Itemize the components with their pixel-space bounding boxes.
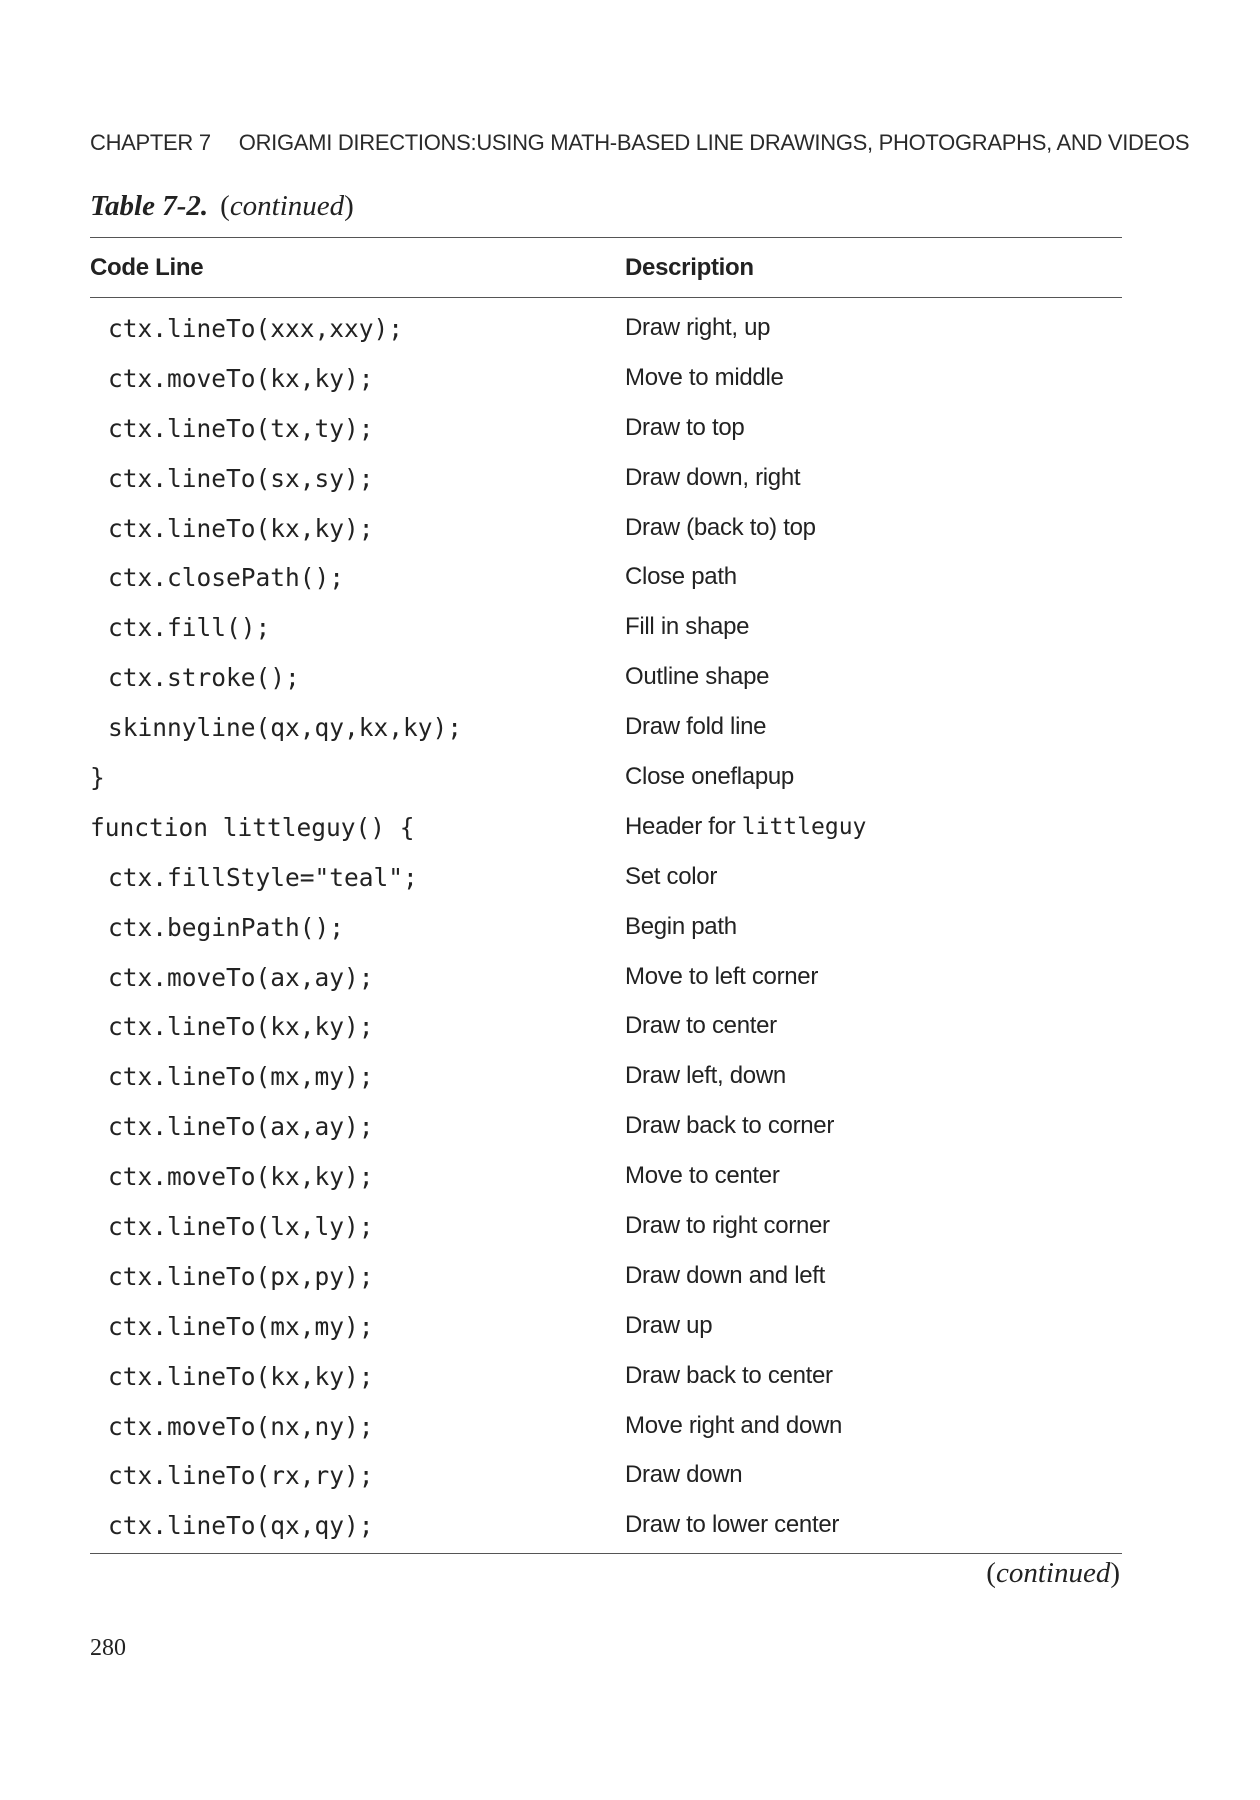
code-line: ctx.lineTo(sx,sy); bbox=[108, 463, 374, 493]
description-text: Draw down, right bbox=[625, 463, 801, 491]
description-cell bbox=[625, 1112, 834, 1140]
description-cell bbox=[625, 613, 749, 641]
description-cell bbox=[625, 1412, 842, 1440]
table-row bbox=[90, 1202, 1122, 1252]
table-body bbox=[90, 304, 1122, 1551]
table-row bbox=[90, 653, 1122, 703]
code-line: ctx.fill(); bbox=[108, 613, 271, 643]
description-text: Close oneflapup bbox=[625, 763, 794, 791]
description-text: Draw right, up bbox=[625, 314, 771, 341]
running-head bbox=[90, 130, 1189, 156]
table-row bbox=[90, 504, 1122, 554]
table-row bbox=[90, 1402, 1122, 1452]
code-line: ctx.lineTo(kx,ky); bbox=[108, 1361, 374, 1391]
table-row bbox=[90, 1302, 1122, 1352]
table-row bbox=[90, 1152, 1122, 1202]
description-text: Draw left, down bbox=[625, 1062, 786, 1090]
code-line: ctx.stroke(); bbox=[108, 663, 300, 693]
description-text: Draw (back to) top bbox=[625, 513, 816, 541]
description-cell bbox=[625, 1212, 830, 1240]
table-row bbox=[90, 953, 1122, 1003]
table-row bbox=[90, 1002, 1122, 1052]
description-text: Draw to top bbox=[625, 413, 745, 441]
table-row bbox=[90, 1052, 1122, 1102]
description-text: Move to middle bbox=[625, 363, 784, 391]
table-row bbox=[90, 1102, 1122, 1152]
code-line: ctx.lineTo(rx,ry); bbox=[108, 1461, 374, 1491]
code-line: ctx.moveTo(ax,ay); bbox=[108, 962, 374, 992]
column-header-description: Description bbox=[625, 254, 754, 281]
table-row bbox=[90, 454, 1122, 504]
code-line: ctx.fillStyle="teal"; bbox=[108, 862, 418, 892]
code-line: ctx.lineTo(qx,qy); bbox=[108, 1511, 374, 1541]
code-line: ctx.lineTo(mx,my); bbox=[108, 1311, 374, 1341]
description-cell bbox=[625, 913, 737, 941]
description-text: Draw back to corner bbox=[625, 1112, 835, 1140]
table-row bbox=[90, 903, 1122, 953]
code-line: } bbox=[90, 763, 105, 793]
caption-paren-close: ) bbox=[344, 190, 354, 222]
page-number: 280 bbox=[90, 1635, 126, 1661]
code-line: ctx.lineTo(lx,ly); bbox=[108, 1212, 374, 1242]
code-line: ctx.moveTo(nx,ny); bbox=[108, 1411, 374, 1441]
description-cell bbox=[625, 314, 770, 342]
table-row bbox=[90, 354, 1122, 404]
table-row bbox=[90, 553, 1122, 603]
description-text: Close path bbox=[625, 563, 737, 591]
table-label: Table 7-2. bbox=[90, 190, 209, 222]
code-line: ctx.lineTo(mx,my); bbox=[108, 1062, 374, 1092]
description-text: Draw back to center bbox=[625, 1361, 833, 1389]
table-row bbox=[90, 853, 1122, 903]
description-text: Move right and down bbox=[625, 1411, 843, 1439]
code-line: function littleguy() { bbox=[90, 812, 415, 842]
code-line: ctx.moveTo(kx,ky); bbox=[108, 1162, 374, 1192]
description-text: Set color bbox=[625, 862, 718, 890]
description-code: littleguy bbox=[741, 813, 867, 840]
code-line: ctx.lineTo(xxx,xxy); bbox=[108, 314, 404, 343]
description-cell bbox=[625, 364, 784, 392]
table-row bbox=[90, 404, 1122, 454]
description-cell bbox=[625, 563, 737, 591]
description-text: Begin path bbox=[625, 912, 737, 940]
description-text: Draw to lower center bbox=[625, 1511, 840, 1539]
description-text: Draw up bbox=[625, 1311, 713, 1339]
code-line: ctx.lineTo(px,py); bbox=[108, 1261, 374, 1291]
table-row bbox=[90, 603, 1122, 653]
continued-paren-open: ( bbox=[986, 1557, 996, 1589]
column-header-code: Code Line bbox=[90, 254, 204, 281]
code-line: skinnyline(qx,qy,kx,ky); bbox=[108, 713, 463, 743]
code-line: ctx.beginPath(); bbox=[108, 912, 345, 942]
table-row bbox=[90, 304, 1122, 354]
description-text: Fill in shape bbox=[625, 613, 750, 641]
code-line: ctx.lineTo(kx,ky); bbox=[108, 1012, 374, 1042]
code-line: ctx.lineTo(kx,ky); bbox=[108, 513, 374, 543]
table-row bbox=[90, 753, 1122, 803]
description-cell bbox=[625, 1162, 780, 1190]
description-text: Header for bbox=[625, 812, 742, 840]
table-row bbox=[90, 703, 1122, 753]
description-cell bbox=[625, 1262, 825, 1290]
description-cell bbox=[625, 863, 717, 891]
code-line: ctx.closePath(); bbox=[108, 563, 345, 593]
table-row bbox=[90, 1352, 1122, 1402]
description-cell bbox=[625, 1511, 839, 1539]
description-cell bbox=[625, 963, 818, 991]
description-text: Move to left corner bbox=[625, 962, 819, 990]
description-cell bbox=[625, 763, 794, 791]
caption-paren-open: ( bbox=[220, 190, 230, 222]
chapter-title: ORIGAMI DIRECTIONS:USING MATH-BASED LINE DRAWINGS, PHOTOGRAPHS, AND VIDEOS bbox=[238, 130, 1190, 155]
code-line: ctx.moveTo(kx,ky); bbox=[108, 363, 374, 393]
description-text: Draw to right corner bbox=[625, 1212, 830, 1240]
description-cell bbox=[625, 813, 866, 841]
description-cell bbox=[625, 1312, 712, 1340]
table-row bbox=[90, 1451, 1122, 1501]
table-row bbox=[90, 803, 1122, 853]
description-text: Draw fold line bbox=[625, 713, 767, 741]
description-cell bbox=[625, 514, 816, 542]
table-header-rule bbox=[90, 297, 1122, 298]
caption-continued: continued bbox=[229, 190, 345, 222]
description-text: Draw to center bbox=[625, 1012, 777, 1040]
table-caption bbox=[90, 190, 354, 223]
description-text: Outline shape bbox=[625, 663, 770, 691]
description-text: Draw down bbox=[625, 1461, 743, 1489]
description-cell bbox=[625, 1461, 742, 1489]
description-cell bbox=[625, 713, 766, 741]
code-line: ctx.lineTo(tx,ty); bbox=[108, 413, 374, 443]
code-line: ctx.lineTo(ax,ay); bbox=[108, 1112, 374, 1142]
table-top-rule bbox=[90, 237, 1122, 238]
continued-paren-close: ) bbox=[1110, 1557, 1120, 1589]
table-bottom-rule bbox=[90, 1553, 1122, 1554]
description-cell bbox=[625, 414, 744, 442]
description-cell bbox=[625, 663, 769, 691]
description-cell bbox=[625, 1012, 777, 1040]
description-text: Move to center bbox=[625, 1162, 780, 1190]
description-cell bbox=[625, 1362, 833, 1390]
description-cell bbox=[625, 1062, 786, 1090]
description-text: Draw down and left bbox=[625, 1261, 826, 1289]
table-row bbox=[90, 1252, 1122, 1302]
description-cell bbox=[625, 464, 800, 492]
chapter-label: CHAPTER 7 bbox=[90, 130, 211, 155]
continued-note bbox=[986, 1557, 1120, 1590]
table-row bbox=[90, 1501, 1122, 1551]
continued-word: continued bbox=[995, 1557, 1111, 1589]
